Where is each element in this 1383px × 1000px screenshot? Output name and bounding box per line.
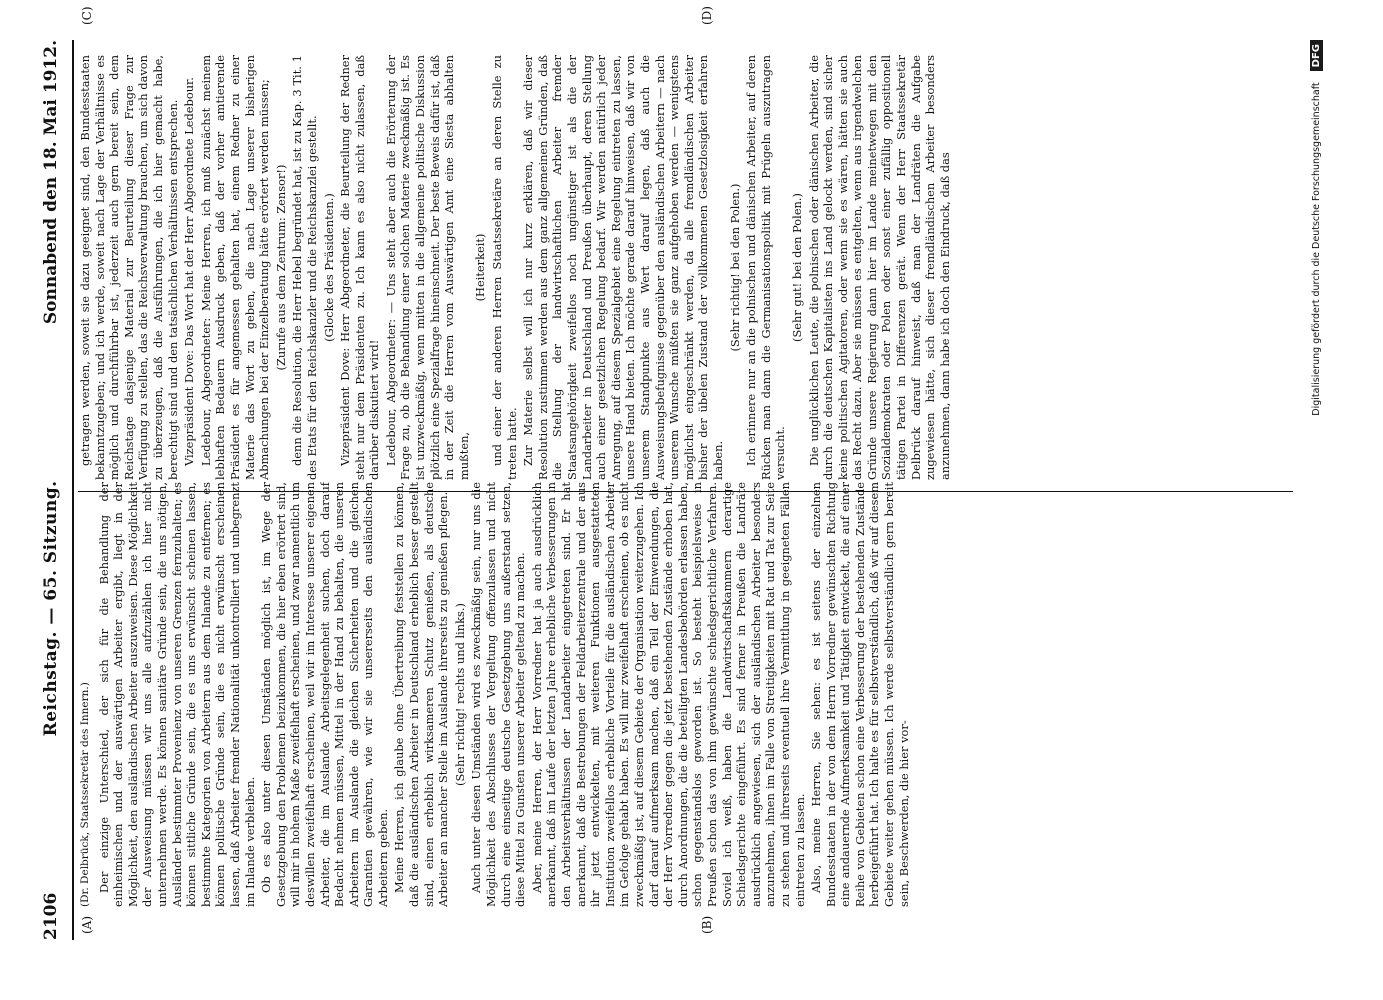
interjection: (Heiterkeit)	[473, 233, 488, 302]
margin-letter-d: (D)	[700, 6, 714, 25]
interjection: (Zurufe aus dem Zentrum: Zensor!)	[273, 164, 288, 371]
interjection: (Sehr richtig! bei den Polen.)	[727, 183, 742, 352]
paragraph: getragen werden, soweit sie dazu geeignet sind, den Bundesstaaten bekanntzugeben; und ich werde, soweit nach Lage der Verhältnisse es möglich und durchführbar ist, jederzeit auch gern bereit sein, dem Reichstage dasjenige Material zur Beurteilung dieser Frage zur Verfügung zu stellen, das die Reichsverwaltung brauchen, um sich davon zu überzeugen, daß die Ausführungen, die ich hier gemacht habe, berechtigt sind und den tatsächlichen Verhältnissen entsprechen.	[78, 55, 180, 480]
paragraph: Ob es also unter diesen Umständen möglich ist, im Wege der Gesetzgebung den Problemen beizukommen, die hier eben erörtert sind, will mir in hohem Maße zweifelhaft erscheinen, und zwar namentlich um deswillen zweifelhaft erscheinen, weil wir im Interesse unserer eigenen Arbeiter, die im Auslande Arbeitsgelegenheit suchen, doch darauf Bedacht nehmen müssen, Mittel in der Hand zu behalten, die unseren Arbeitern im Auslande die gleichen Sicherheiten und die gleichen Garantien gewähren, wie wir sie unsererseits den ausländischen Arbeitern geben.	[259, 482, 390, 907]
margin-letter-a: (A)	[80, 915, 94, 934]
paragraph: Also, meine Herren, Sie sehen: es ist seitens der einzelnen Bundesstaaten in der von dem Herrn Vorredner gewünschten Richtung eine andauernde Aufmerksamkeit und Tätigkeit entwickelt, die auf einer Reihe von Gebieten schon eine Verbesserung der bestehenden Zustände herbeigeführt hat. Ich halte es für selbstverständlich, daß wir auf diesem Gebiete weiter gehen müssen. Ich werde selbstverständlich gern bereit sein, Beschwerden, die hier vor-	[809, 482, 911, 907]
interjection: (Glocke des Präsidenten.)	[321, 193, 336, 342]
margin-letter-c: (C)	[80, 6, 94, 25]
digitization-credit	[1310, 40, 1323, 940]
paragraph: denn die Resolution, die Herr Hebel begründet hat, ist zu Kap. 3 Tit. 1 des Etats für den Reichskanzler und die Reichskanzlei gestellt.	[290, 55, 319, 480]
paragraph: Ledebour, Abgeordneter: Meine Herren, ich muß zunächst meinem lebhaften Bedauern Ausdruck geben, daß der vorher amtierende Präsident es für angemessen gehalten hat, einem Redner zu einer Materie das Wort zu geben, die nach Lage unserer bisherigen Abmachungen bei der Einzelberatung hätte erörtert werden müssen;	[198, 55, 272, 480]
page-header	[36, 40, 66, 940]
header-rule	[72, 40, 74, 940]
credit-text: Digitalisierung gefördert durch die Deutsche Forschungsgemeinschaft	[1311, 82, 1322, 416]
page-number: 2106	[41, 892, 61, 940]
interjection: (Sehr richtig! rechts und links.)	[452, 603, 467, 786]
interjection: (Sehr gut! bei den Polen.)	[789, 193, 804, 342]
paragraph: Auch unter diesen Umständen wird es zweckmäßig sein, nur uns die Möglichkeit des Abschlusses der Vergeltung offenzulassen und nicht durch eine einseitige deutsche Gesetzgebung uns außerstand setzen, diese Mittel zu Gunsten unserer Arbeiter geltend zu machen.	[469, 482, 528, 907]
column-rule	[78, 491, 1293, 492]
paragraph: und einer der anderen Herren Staatssekretäre an deren Stelle zu treten hatte.	[490, 55, 519, 480]
paragraph: Aber, meine Herren, der Herr Vorredner hat ja auch ausdrücklich anerkannt, daß im Laufe der letzten Jahre erhebliche Verbesserungen in den Arbeitsverhältnissen der Landarbeiter eingetreten sind. Er hat anerkannt, daß die Bestrebungen der Feldarbeiterzentrale und der aus ihr jetzt entwickelten, mit weiteren Funktionen ausgestatteten Institution zweifellos erhebliche Vorteile für die ausländischen Arbeiter im Gefolge gehabt haben. Es will mir zweifelhaft erscheinen, ob es nicht zweckmäßig ist, auf diesem Gebiete der Organisation weiterzugehen. Ich darf darauf aufmerksam machen, daß ein Teil der Einwendungen, die der Herr Vorredner gegen die jetzt bestehenden Zustände erhoben hat, durch Anordnungen, die die beteiligten Landesbehörden erlassen haben, schon gegenstandslos geworden ist. So besteht beispielsweise in Preußen schon das von ihm gewünschte schiedsgerichtliche Verfahren. Soviel ich weiß, haben die Landwirtschaftskammern derartige Schiedsgerichte eingeführt. Es sind ferner in Preußen die Landräte ausdrücklich angewiesen, sich der ausländischen Arbeiter besonders anzunehmen, ihnen im Falle von Streitigkeiten mit Rat und Tat zur Seite zu stehen und ihrerseits eventuell ihre Vermittlung in geeigneten Fällen eintreten zu lassen.	[529, 482, 807, 907]
paragraph: Vizepräsident Dove: Herr Abgeordneter, die Beurteilung der Redner steht nur dem Präsidenten zu. Ich kann es also nicht zulassen, daß darüber diskutiert wird!	[338, 55, 382, 480]
paragraph: Meine Herren, ich glaube ohne Übertreibung feststellen zu können, daß die ausländischen Arbeiter in Deutschland erheblich besser gestellt sind, einen erheblich wirksameren Schutz genießen, als deutsche Arbeiter an mancher Stelle im Auslande ihrerseits zu genießen pflegen.	[392, 482, 451, 907]
session-title: Reichstag. — 65. Sitzung.	[41, 480, 61, 737]
paragraph: Ich erinnere nur an die polnischen und dänischen Arbeiter, auf deren Rücken man dann die Germanisationspolitik mit Prügeln auszutragen versucht.	[744, 55, 788, 480]
dfg-logo: DFG	[1310, 40, 1323, 71]
left-column	[78, 482, 1293, 907]
paragraph: Ledebour, Abgeordneter: — Uns steht aber auch die Erörterung der Frage zu, ob die Behandlung einer solchen Materie zweckmäßig ist. Es ist unzweckmäßig, wenn mitten in die allgemeine politische Diskussion plötzlich eine Spezialfrage hineinschneit. Der beste Beweis dafür ist, daß in der Zeit die Herren vom Auswärtigen Amt eine Siesta abhalten mußten,	[383, 55, 471, 480]
paragraph: Zur Materie selbst will ich nur kurz erklären, daß wir dieser Resolution zustimmen werden aus dem ganz allgemeinen Gründen, daß die Stellung der landwirtschaftlichen Arbeiter fremder Staatsangehörigkeit zweifellos noch ungünstiger ist als die der Landarbeiter in Deutschland und Preußen überhaupt, deren Stellung auch einer gesetzlichen Regelung bedarf. Wir werden natürlich jeder Anregung, auf diesem Spezialgebiet eine Regelung eintreten zu lassen, unsere Hand bieten. Ich möchte gerade darauf hinweisen, daß wir von unserem Standpunkte aus Wert darauf legen, daß auch die Ausweisungsbefugnisse gegenüber den ausländischen Arbeitern — nach unserem Wunsche müßten sie ganz aufgehoben werden — wenigstens möglichst eingeschränkt werden, da alle fremdländischen Arbeiter bisher der übelen Zustand der vollkommenen Gesetzlosigkeit erfahren haben.	[521, 55, 725, 480]
session-date: Sonnabend den 18. Mai 1912.	[41, 40, 61, 325]
speaker-note: (Dr. Delbrück, Staatssekretär des Innern.)	[79, 682, 91, 907]
paragraph: Die unglücklichen Leute, die polnischen oder dänischen Arbeiter, die durch die deutschen Kapitalisten ins Land gelockt werden, sind sicher keine politischen Agitatoren, oder wenn sie es wären, hätten sie auch das Recht dazu. Aber sie müssen es entgelten, wenn aus irgendwelchen Gründe unsere Regierung dann hier im Lande meinetwegen mit den Sozialdemokraten oder Polen oder sonst einer zufällig oppositionell tätigen Partei in Differenzen gerät. Wenn der Herr Staatssekretär Delbrück darauf hinweist, daß man der Landräten die Aufgabe zugewiesen hätte, sich dieser fremdländischen Arbeiter besonders anzunehmen, dann habe ich doch den Eindruck, daß das	[806, 55, 952, 480]
right-column	[78, 55, 1293, 480]
margin-letter-b: (B)	[700, 915, 714, 934]
paragraph: Der einzige Unterschied, der sich für die Behandlung der einheimischen und der auswärtigen Arbeiter ergibt, liegt in der Möglichkeit, den ausländischen Arbeiter auszuweisen. Diese Möglichkeit der Ausweisung müssen wir uns alle aufzuzählen ich hier nicht unternehmen werde. Es können sanitäre Gründe sein, die uns nötigen, Ausländer bestimmter Provenienz von unseren Grenzen fernzuhalten; es können sittliche Gründe sein, die es uns erwünscht scheinen lassen, bestimmte Kategorien von Arbeitern aus dem Inlande zu entfernen; es können politische Gründe sein, die es nicht erwünscht erscheinen lassen, daß Arbeiter fremder Nationalität unkontrolliert und unbegrenzt im Inlande verbleiben.	[96, 482, 257, 907]
paragraph: Vizepräsident Dove: Das Wort hat der Herr Abgeordnete Ledebour.	[182, 77, 197, 466]
